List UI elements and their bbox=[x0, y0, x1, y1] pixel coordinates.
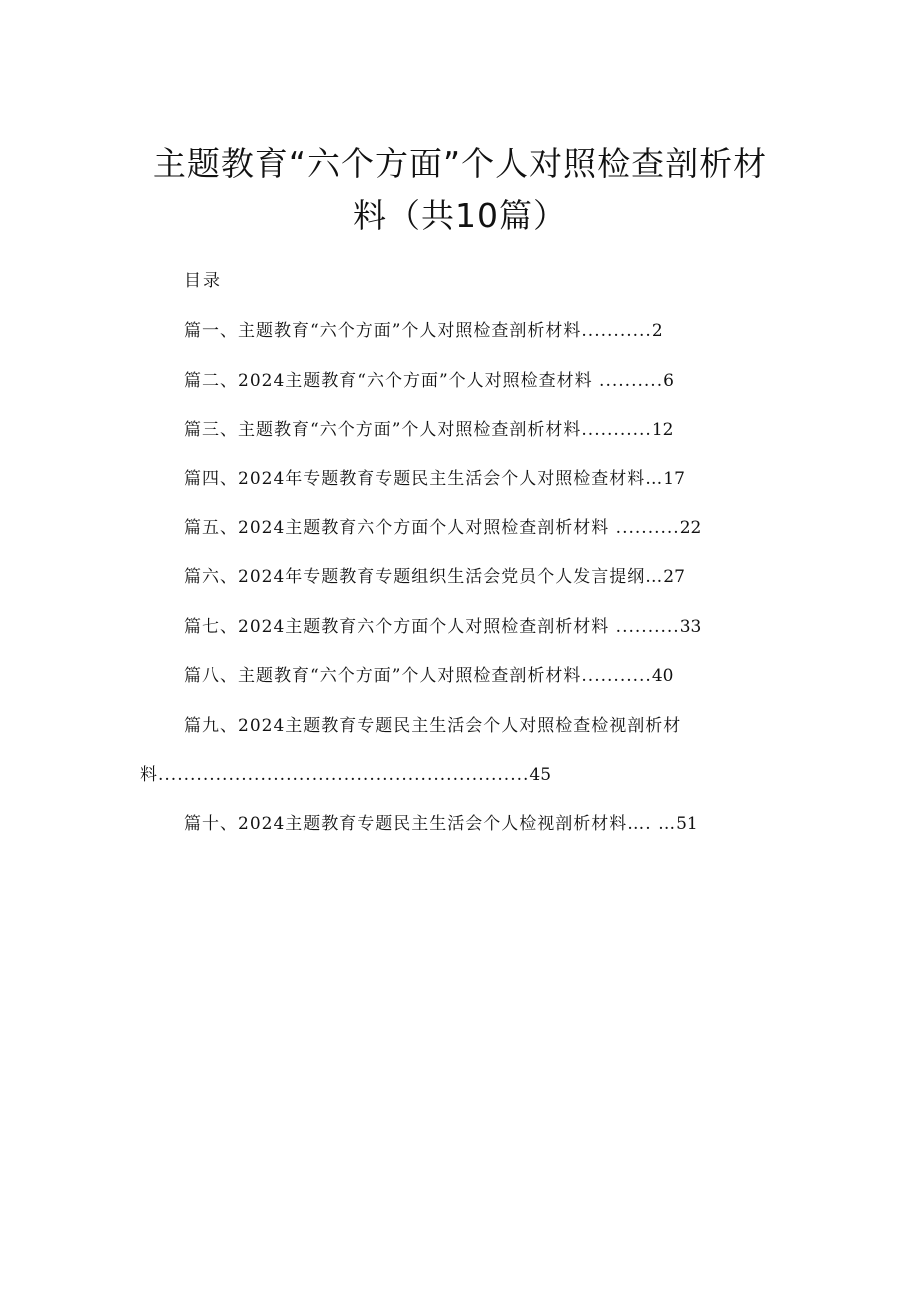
toc-entry-leader: ........... bbox=[581, 420, 652, 440]
toc-entry-leader: .......................................................... bbox=[158, 765, 530, 785]
toc-entry-label: 篇六、2024年专题教育专题组织生活会党员个人发言提纲 bbox=[184, 567, 646, 587]
toc-entry-page: 45 bbox=[529, 765, 552, 785]
toc-entry-5[interactable] bbox=[184, 515, 701, 541]
toc-entry-page: 51 bbox=[676, 814, 698, 834]
toc-entry-leader: … bbox=[645, 469, 664, 489]
toc-entry-label: 篇七、2024主题教育六个方面个人对照检查剖析材料 bbox=[184, 617, 610, 637]
toc-entry-page: 17 bbox=[663, 469, 685, 489]
toc-entry-label: 篇二、2024主题教育“六个方面”个人对照检查材料 bbox=[184, 371, 593, 391]
toc-entry-label: 篇八、主题教育“六个方面”个人对照检查剖析材料 bbox=[184, 666, 582, 686]
toc-entry-1[interactable] bbox=[184, 318, 663, 344]
toc-entry-page: 22 bbox=[679, 518, 702, 538]
toc-entry-leader: .......... bbox=[609, 617, 680, 637]
toc-entry-label: 篇十、2024主题教育专题民主生活会个人检视剖析材料 bbox=[184, 814, 628, 834]
toc-entry-label: 篇四、2024年专题教育专题民主生活会个人对照检查材料 bbox=[184, 469, 646, 489]
toc-entry-10[interactable] bbox=[184, 811, 698, 837]
toc-entry-label: 篇一、主题教育“六个方面”个人对照检查剖析材料 bbox=[184, 321, 582, 341]
document-title-line-1: 主题教育“六个方面”个人对照检查剖析材 bbox=[152, 144, 768, 183]
toc-entry-label: 料 bbox=[140, 765, 158, 785]
toc-entry-page: 33 bbox=[679, 617, 702, 637]
toc-entry-label: 篇五、2024主题教育六个方面个人对照检查剖析材料 bbox=[184, 518, 610, 538]
toc-entry-label: 篇三、主题教育“六个方面”个人对照检查剖析材料 bbox=[184, 420, 582, 440]
toc-entry-page: 2 bbox=[651, 321, 663, 341]
toc-entry-9-continued[interactable] bbox=[140, 762, 551, 788]
toc-entry-leader: .......... bbox=[609, 518, 680, 538]
toc-entry-leader: …. … bbox=[627, 814, 677, 834]
toc-entry-leader: … bbox=[645, 567, 664, 587]
toc-entry-label: 篇九、2024主题教育专题民主生活会个人对照检查检视剖析材 bbox=[184, 716, 682, 736]
toc-entry-leader: ........... bbox=[581, 321, 652, 341]
toc-entry-9[interactable] bbox=[184, 713, 681, 739]
toc-entry-4[interactable] bbox=[184, 466, 685, 492]
toc-heading: 目录 bbox=[184, 271, 222, 291]
toc-entry-page: 12 bbox=[651, 420, 674, 440]
toc-entry-leader: .......... bbox=[592, 371, 664, 391]
toc-entry-page: 27 bbox=[663, 567, 685, 587]
toc-entry-6[interactable] bbox=[184, 564, 685, 590]
toc-entry-page: 6 bbox=[663, 371, 674, 391]
document-title-line-2: 料（共10篇） bbox=[353, 196, 567, 235]
toc-entry-page: 40 bbox=[651, 666, 674, 686]
toc-entry-7[interactable] bbox=[184, 614, 701, 640]
toc-entry-leader: ........... bbox=[581, 666, 652, 686]
toc-entry-3[interactable] bbox=[184, 417, 673, 443]
toc-entry-8[interactable] bbox=[184, 663, 673, 689]
toc-entry-2[interactable] bbox=[184, 368, 674, 394]
